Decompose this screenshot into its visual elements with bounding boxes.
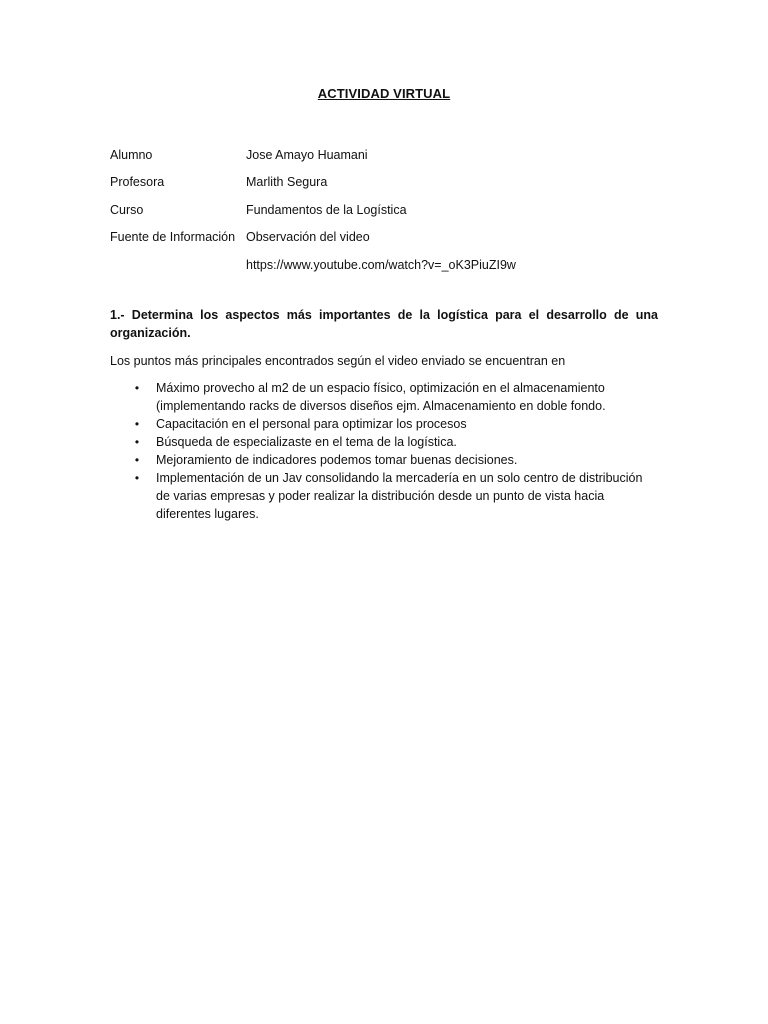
info-label: Curso	[110, 202, 144, 217]
bullet-icon: •	[134, 381, 140, 395]
document-title: ACTIVIDAD VIRTUAL	[317, 86, 451, 101]
bullet-list	[110, 379, 658, 523]
intro-paragraph: Los puntos más principales encontrados según el video enviado se encuentran en	[110, 354, 566, 368]
list-item-text: Capacitación en el personal para optimizar los procesos	[156, 417, 467, 431]
list-item-text: Implementación de un Jav consolidando la mercadería en un solo centro de distribución de varias empresas y poder realizar la distribución desde un punto de vista hacia diferentes lugares.	[156, 471, 643, 521]
list-item-text: Búsqueda de especializaste en el tema de la logística.	[156, 435, 457, 449]
info-label: Profesora	[110, 175, 165, 190]
info-row-curso	[110, 196, 670, 224]
list-item-text: Mejoramiento de indicadores podemos tomar buenas decisiones.	[156, 453, 518, 467]
video-url: https://www.youtube.com/watch?v=_oK3PiuZI9w	[246, 257, 516, 272]
info-value: Marlith Segura	[246, 175, 328, 190]
info-value: Fundamentos de la Logística	[246, 202, 407, 217]
info-label: Fuente de Información	[110, 230, 236, 245]
bullet-icon: •	[134, 471, 140, 485]
info-row-url	[110, 251, 670, 279]
student-info-table	[110, 141, 670, 279]
list-item	[110, 379, 658, 415]
info-row-alumno	[110, 141, 670, 169]
info-label: Alumno	[110, 147, 153, 162]
info-value: Observación del video	[246, 230, 370, 245]
list-item	[110, 433, 658, 451]
bullet-icon: •	[134, 435, 140, 449]
list-item	[110, 415, 658, 433]
list-item	[110, 451, 658, 469]
question-heading: 1.- Determina los aspectos más importantes de la logística para el desarrollo de una organización.	[110, 308, 658, 340]
bullet-icon: •	[134, 417, 140, 431]
info-row-profesora	[110, 169, 670, 197]
bullet-icon: •	[134, 453, 140, 467]
info-row-fuente	[110, 224, 670, 252]
list-item	[110, 469, 658, 523]
list-item-text: Máximo provecho al m2 de un espacio físico, optimización en el almacenamiento (implementando racks de diversos diseños ejm. Almacenamiento en doble fondo.	[156, 381, 606, 413]
info-value: Jose Amayo Huamani	[246, 147, 368, 162]
